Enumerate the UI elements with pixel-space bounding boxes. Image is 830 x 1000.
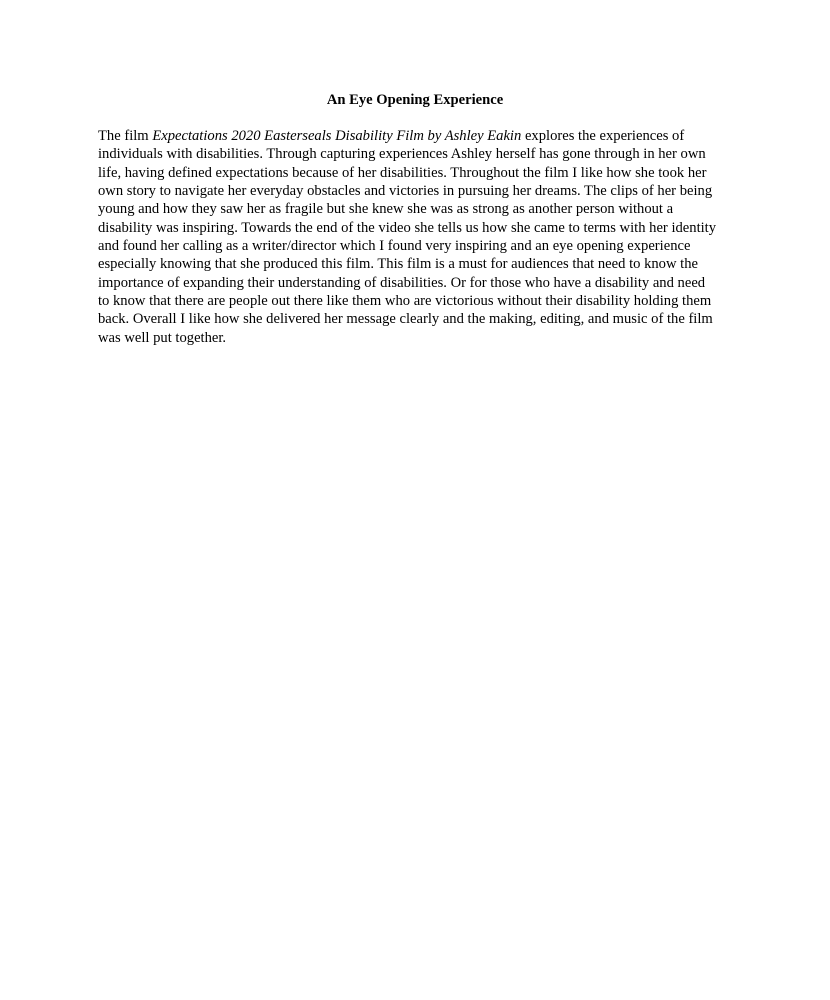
intro-prefix: The film: [98, 128, 153, 144]
film-title: Expectations 2020 Easterseals Disability Film by Ashley Eakin: [152, 128, 522, 144]
body-line-12: was well put together.: [98, 329, 227, 346]
body-line-7: and found her calling as a writer/director which I found very inspiring and an eye opening experience: [98, 238, 691, 255]
body-line-2: individuals with disabilities. Through capturing experiences Ashley herself has gone through in her own: [98, 146, 706, 163]
body-line-9: importance of expanding their understanding of disabilities. Or for those who have a disability and need: [98, 274, 706, 291]
body-line-10: to know that there are people out there like them who are victorious without their disability holding them: [98, 293, 712, 310]
body-line-1: [98, 127, 738, 145]
document-title: An Eye Opening Experience: [326, 92, 504, 108]
intro-suffix: explores the experiences of: [521, 128, 685, 144]
body-line-5: young and how they saw her as fragile but she knew she was as strong as another person without a: [98, 201, 674, 218]
body-line-6: disability was inspiring. Towards the end of the video she tells us how she came to terms with her identity: [98, 219, 717, 236]
body-line-4: own story to navigate her everyday obstacles and victories in pursuing her dreams. The clips of her being: [98, 183, 713, 200]
document-body: [98, 127, 738, 347]
body-line-8: especially knowing that she produced this film. This film is a must for audiences that need to know the: [98, 256, 698, 273]
body-line-3: life, having defined expectations because of her disabilities. Throughout the film I like how she took her: [98, 164, 707, 181]
body-line-11: back. Overall I like how she delivered her message clearly and the making, editing, and music of the film: [98, 311, 713, 328]
